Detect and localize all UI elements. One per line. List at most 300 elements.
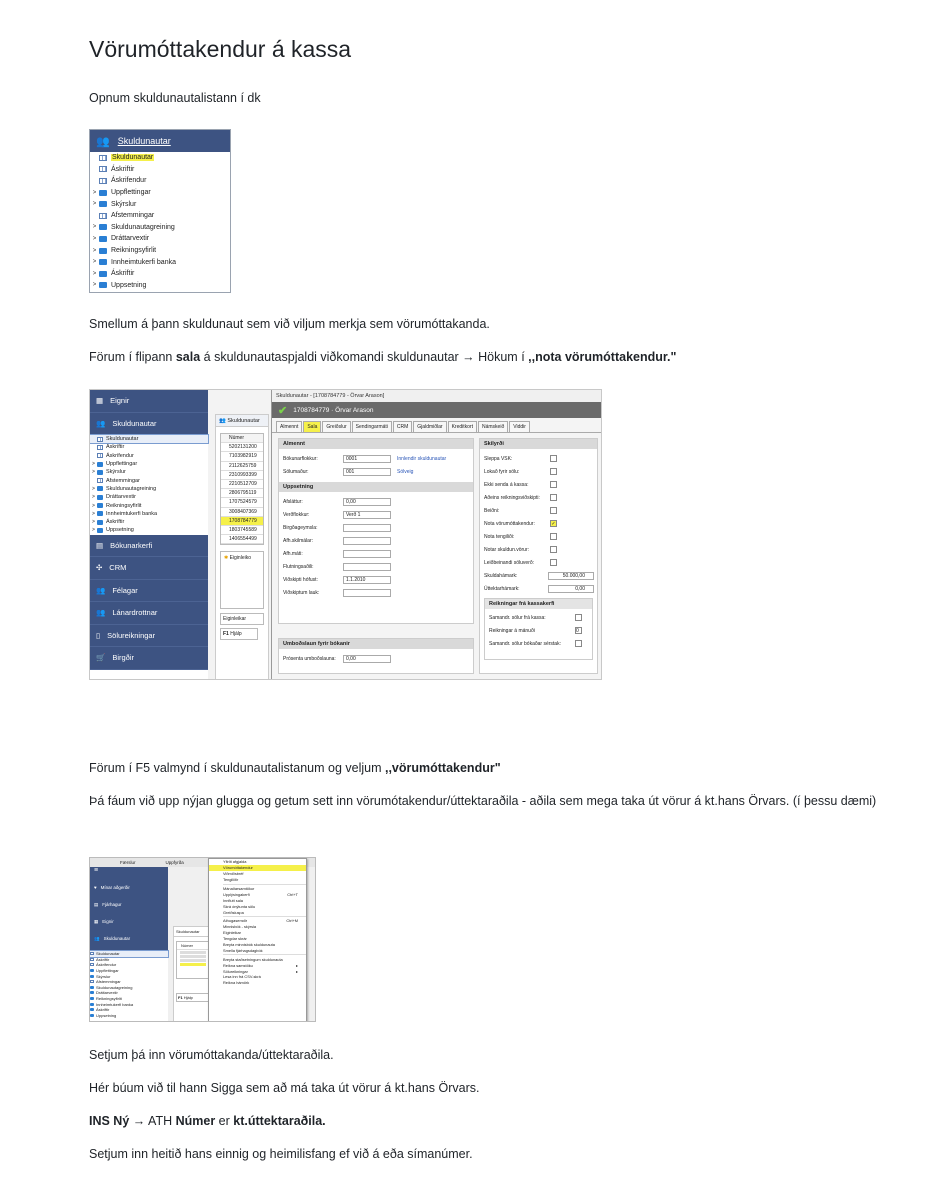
- tree-item-label: Uppflettingar: [106, 461, 138, 468]
- nav-item-label: Lánardrottnar: [112, 608, 158, 618]
- folder-icon: [97, 511, 103, 516]
- field-input[interactable]: 0,00: [343, 655, 391, 663]
- checkbox[interactable]: [575, 640, 582, 647]
- pos-invoices-box: [484, 598, 593, 660]
- tree-item-label: Uppsetning: [96, 1012, 117, 1018]
- table-icon: [97, 437, 103, 442]
- checkbox[interactable]: [550, 494, 557, 501]
- folder-icon: [99, 259, 107, 265]
- table-row[interactable]: 1406554499: [221, 535, 263, 544]
- field-label: Afh.máti:: [283, 550, 303, 557]
- screenshot-customer-card: [89, 389, 602, 680]
- customer-banner: ✔ 1708784779 · Örvar Arason: [272, 402, 602, 418]
- folder-icon: [90, 969, 94, 972]
- menu-item-shortcut: Ctrl+T: [287, 891, 298, 897]
- tree-item-label: Skuldunautar: [106, 436, 139, 443]
- field-input[interactable]: 1.1.2010: [343, 576, 391, 584]
- screenshot-f5-menu: [89, 857, 316, 1022]
- nav-item-label: Sölureikningar: [107, 630, 156, 640]
- form-row: [279, 508, 473, 521]
- table-row[interactable]: 2210512709: [221, 480, 263, 489]
- tree-item[interactable]: [90, 1013, 168, 1019]
- folder-icon: [97, 503, 103, 508]
- invoice-icon: ▯: [96, 630, 101, 640]
- table-row[interactable]: 1803745589: [221, 526, 263, 535]
- chevron-right-icon[interactable]: >: [92, 189, 97, 196]
- table-icon: [99, 178, 107, 184]
- tab-8[interactable]: Viddir: [509, 421, 530, 432]
- help-button[interactable]: F1 Hjálp: [176, 993, 210, 1002]
- menu-item-shortcut: Ctrl+M: [286, 918, 298, 924]
- heart-icon: ♥: [94, 885, 97, 890]
- section-header-setup: Uppsetning: [279, 482, 473, 492]
- building-icon: ▦: [94, 918, 99, 924]
- skuldunautar-tree: [90, 152, 230, 291]
- tree-item[interactable]: [90, 510, 208, 518]
- nav-item[interactable]: [90, 913, 168, 930]
- nav-item[interactable]: [90, 535, 208, 558]
- tree-item[interactable]: [90, 443, 208, 451]
- checkbox-row: [480, 517, 597, 530]
- chevron-right-icon[interactable]: >: [92, 235, 97, 242]
- menu-separator: [223, 954, 306, 955]
- menu-item-label: Mánaðarsamtökur: [223, 886, 255, 891]
- tree-item[interactable]: [90, 187, 230, 199]
- main-navigation: [90, 390, 208, 680]
- table-row[interactable]: 7103982919: [221, 452, 263, 461]
- tree-item-label: Áskriftir: [111, 270, 135, 278]
- tree-item[interactable]: [90, 501, 208, 509]
- tree-item-label: Skuldunautagreining: [106, 485, 157, 492]
- paragraph-sala-tab: Förum í flipann sala á skuldunautaspjaldi viðkomandi skuldunautar → Hökum í ,,nota vörumóttakendur.": [89, 350, 677, 364]
- checkbox[interactable]: [550, 455, 557, 462]
- main-navigation: [90, 867, 168, 1022]
- checkbox-label: Leiðbeinandi söluverð:: [484, 559, 535, 566]
- menu-item-label: Reikna samstöku: [223, 962, 253, 968]
- folder-icon: [99, 248, 107, 254]
- tree-item-label: Áskrifendur: [111, 177, 147, 185]
- tab-2[interactable]: Greiðslur: [322, 421, 350, 432]
- tree-item[interactable]: [90, 175, 230, 187]
- top-menu-item[interactable]: Uppfyrða: [165, 860, 184, 865]
- tab-3[interactable]: Sendingarmáti: [352, 421, 392, 432]
- checkbox-row: [480, 504, 597, 517]
- paragraph-set-receiver: Setjum þá inn vörumóttakanda/úttektaraðila.: [89, 1048, 334, 1062]
- credit-limit-field[interactable]: 50.000,00: [548, 572, 594, 580]
- checkbox[interactable]: [550, 546, 557, 553]
- tree-item-label: Skuldunautagreining: [111, 223, 175, 231]
- checkbox-row: [480, 491, 597, 504]
- tree-item-label: Reikningsyfirlit: [106, 502, 142, 509]
- table-icon: [90, 980, 94, 983]
- withdraw-limit-row: Úttektarhámark: 0,00: [480, 582, 597, 595]
- pos-invoices-header: Reikningar frá kassakerfi: [485, 599, 592, 609]
- chevron-right-icon[interactable]: >: [92, 259, 97, 266]
- table-row[interactable]: 2112625759: [221, 462, 263, 471]
- field-label: Afh.skilmálar:: [283, 537, 314, 544]
- tree-item-label: Uppflettingar: [96, 968, 119, 974]
- table-icon: [90, 952, 94, 955]
- checkbox-row: [480, 465, 597, 478]
- paragraph-enter-name: Setjum inn heitið hans einnig og heimilisfang ef við á eða símanúmer.: [89, 1147, 473, 1161]
- folder-icon: [90, 997, 94, 1000]
- nav-item-label: CRM: [109, 563, 127, 573]
- tree-item[interactable]: [90, 485, 208, 493]
- tab-0[interactable]: Almennt: [276, 421, 302, 432]
- number-column-header[interactable]: Númer: [221, 434, 263, 443]
- tree-item-label: Áskriftir: [96, 956, 110, 962]
- checkbox-label: Reikningar á mánuði: [489, 627, 535, 634]
- list-header: 👥 Skuldunautar: [216, 415, 268, 427]
- tree-item[interactable]: [90, 493, 208, 501]
- menu-item[interactable]: [209, 980, 306, 986]
- tree-item[interactable]: [90, 280, 230, 292]
- nav-item-label: Eignir: [102, 919, 114, 924]
- field-input[interactable]: [343, 589, 391, 597]
- menu-item-label: Vörumóttakendur: [223, 865, 253, 871]
- tree-item[interactable]: [90, 460, 208, 468]
- chevron-right-icon[interactable]: >: [92, 469, 95, 476]
- menu-item-label: Greiðsluspa: [223, 909, 244, 915]
- checkbox[interactable]: ✓: [551, 521, 556, 527]
- menu-separator: [223, 884, 306, 885]
- chevron-right-icon[interactable]: >: [92, 527, 95, 534]
- field-label: Birgðageymsla:: [283, 524, 318, 531]
- skuldunautar-header[interactable]: 👥 Skuldunautar: [90, 130, 230, 152]
- checkbox-label: Nota tengiliði:: [484, 533, 515, 540]
- table-row[interactable]: 1708784779: [221, 517, 263, 526]
- tree-item-label: Reikningsyfirlit: [111, 247, 157, 255]
- menu-item-label: Tengdar skrár: [223, 936, 247, 942]
- tree-item-label: Uppsetning: [111, 281, 147, 289]
- checkbox-label: Samandr. sölur frá kassa:: [489, 614, 546, 621]
- form-row: [279, 465, 473, 478]
- form-row: [279, 547, 473, 560]
- menu-item-label: Breyta staðsetningum skuldunauta: [223, 956, 283, 962]
- paragraph-new-window: Þá fáum við upp nýjan glugga og getum sett inn vörumótakendur/úttektaraðila - aðila sem mega taka út vörur á kt.hans Örvars. (í þessu dæmi): [89, 794, 877, 808]
- nav-item-label: Bókunarkerfi: [110, 540, 153, 550]
- number-column-header[interactable]: Númer: [177, 942, 209, 950]
- menu-item-shortcut: ▸: [296, 962, 298, 968]
- folder-icon: [97, 528, 103, 533]
- menu-item-label: Viðmiðsbréf: [223, 871, 244, 877]
- customer-list-pane: [173, 926, 213, 1022]
- top-menu-item[interactable]: Færslur: [120, 860, 136, 865]
- people-icon: 👥: [94, 935, 100, 941]
- form-row: [279, 521, 473, 534]
- withdraw-limit-field[interactable]: 0,00: [548, 585, 594, 593]
- tree-item[interactable]: [90, 526, 208, 534]
- checkbox-label: Samandr. sölur bókaðar sérstak:: [489, 640, 561, 647]
- section-header-general: Almennt: [279, 439, 473, 449]
- nav-item-label: Mínar aðgerðir: [100, 885, 130, 890]
- menu-item-label: Skrá ónýtunta sölu: [223, 903, 256, 909]
- menu-item-label: Yfirlit afgjalda: [223, 859, 247, 865]
- tree-item[interactable]: [90, 268, 230, 280]
- tab-5[interactable]: Gjaldmiðlar: [413, 421, 446, 432]
- chevron-right-icon[interactable]: >: [92, 224, 97, 231]
- folder-icon: [99, 190, 107, 196]
- chevron-right-icon[interactable]: >: [92, 494, 95, 501]
- form-row: [279, 586, 473, 599]
- page-title: Vörumóttakendur á kassa: [89, 36, 352, 62]
- customer-window: [271, 390, 602, 680]
- tree-item[interactable]: [90, 256, 230, 268]
- properties-box: ✱ Eiginleiko: [220, 551, 264, 609]
- card-tabs: [272, 418, 602, 433]
- window-title: Skuldunautar - [1708784779 - Örvar Arason]: [272, 390, 602, 402]
- tree-item[interactable]: [90, 435, 208, 443]
- checkbox[interactable]: 0: [575, 627, 582, 634]
- cart-icon: 🛒: [96, 653, 106, 663]
- field-input[interactable]: [343, 563, 391, 571]
- tree-item-label: Afstemmingar: [96, 979, 121, 985]
- table-icon: [97, 478, 103, 483]
- field-label: Viðskipti hófust:: [283, 576, 318, 583]
- star-icon: ✱: [224, 555, 230, 562]
- tree-item-label: Skuldunautagreining: [96, 984, 133, 990]
- nav-item-label: Fjárhagur: [102, 902, 122, 907]
- chevron-right-icon[interactable]: >: [92, 510, 95, 517]
- checkbox[interactable]: [575, 614, 582, 621]
- folder-icon: [90, 1014, 94, 1017]
- checkbox-row: [485, 611, 592, 624]
- hamburger-icon[interactable]: ≡: [94, 867, 99, 874]
- table-row[interactable]: 2806795119: [221, 489, 263, 498]
- tree-item-label: Uppsetning: [106, 527, 134, 534]
- tree-item-label: Skýrslur: [111, 200, 137, 208]
- form-row: [279, 560, 473, 573]
- tree-item-label: Dráttarvextir: [111, 235, 150, 243]
- chevron-right-icon[interactable]: >: [92, 247, 97, 254]
- menu-item-label: Athugasemdir: [223, 918, 248, 924]
- paragraph-open-list: Opnum skuldunautalistann í dk: [89, 91, 261, 105]
- field-label: Sölumaður:: [283, 468, 309, 475]
- people-icon: 👥: [219, 417, 228, 424]
- tree-item[interactable]: [90, 164, 230, 176]
- chevron-right-icon[interactable]: >: [92, 461, 95, 468]
- field-input[interactable]: 001: [343, 468, 391, 476]
- chevron-right-icon[interactable]: >: [92, 282, 97, 289]
- tree-item-label: Áskriftir: [106, 519, 125, 526]
- folder-icon: [99, 282, 107, 288]
- nav-item[interactable]: [90, 896, 168, 913]
- paragraph-ins-new: INS Ný → ATH Númer er kt.úttektaraðila.: [89, 1114, 326, 1128]
- checkbox-row: [480, 452, 597, 465]
- folder-icon: [90, 986, 94, 989]
- checkbox-row: [485, 637, 592, 650]
- tree-item-label: Skýrslur: [106, 469, 126, 476]
- menu-item[interactable]: [209, 947, 306, 953]
- section-header-conditions: Skilyrði: [480, 439, 597, 449]
- chevron-right-icon[interactable]: >: [92, 519, 95, 526]
- folder-icon: [97, 520, 103, 525]
- table-row[interactable]: 3008407369: [221, 508, 263, 517]
- tree-item[interactable]: [90, 222, 230, 234]
- field-input[interactable]: [343, 550, 391, 558]
- commission-panel: [278, 638, 474, 674]
- screenshot-skuldunautar-menu: [89, 129, 231, 293]
- table-row[interactable]: 2310993399: [221, 471, 263, 480]
- field-input[interactable]: Verð 1: [343, 511, 391, 519]
- tab-7[interactable]: Námskeið: [478, 421, 508, 432]
- form-row: [279, 495, 473, 508]
- list-header: Skuldunautar: [174, 927, 212, 937]
- table-row[interactable]: 1707524579: [221, 498, 263, 507]
- tab-6[interactable]: Kreditkort: [448, 421, 477, 432]
- table-row[interactable]: 5202131200: [221, 443, 263, 452]
- help-button[interactable]: F1 Hjálp: [220, 628, 258, 640]
- nav-item[interactable]: [90, 413, 208, 436]
- checkbox-label: Beiðni:: [484, 507, 500, 514]
- tree-item-label: Reikningsyfirlit: [96, 996, 122, 1002]
- tree-item[interactable]: [90, 476, 208, 484]
- tree-item-label: Innheimtukerfi banka: [111, 258, 176, 266]
- table-icon: [97, 445, 103, 450]
- tree-item-label: Áskriftir: [106, 444, 125, 451]
- folder-icon: [99, 236, 107, 242]
- folder-icon: [90, 1003, 94, 1006]
- checkbox-label: Sleppa VSK:: [484, 455, 513, 462]
- tree-item-label: Skuldunautar: [112, 154, 154, 162]
- field-input[interactable]: [343, 524, 391, 532]
- menu-item[interactable]: [209, 909, 306, 915]
- checkbox[interactable]: [550, 533, 557, 540]
- checkbox-row: [480, 543, 597, 556]
- nav-item-label: Birgðir: [112, 653, 135, 663]
- tree-item-label: Innheimtukerfi banka: [96, 1001, 134, 1007]
- checkbox[interactable]: [550, 468, 557, 475]
- folder-icon: [99, 224, 107, 230]
- checkbox[interactable]: [550, 559, 557, 566]
- tree-item[interactable]: [90, 452, 208, 460]
- form-row: [279, 573, 473, 586]
- nav-item[interactable]: [90, 930, 168, 947]
- field-label: Afsláttur:: [283, 498, 303, 505]
- field-link[interactable]: Innlendir skuldunautar: [397, 455, 447, 462]
- tree-item-label: Áskriftir: [96, 1007, 110, 1013]
- folder-icon: [97, 486, 103, 491]
- chevron-right-icon[interactable]: >: [92, 201, 97, 208]
- field-input[interactable]: 0,00: [343, 498, 391, 506]
- form-row: [279, 534, 473, 547]
- nav-item[interactable]: [90, 390, 208, 413]
- field-label: Viðskiptum lauk:: [283, 589, 320, 596]
- conditions-panel: [479, 438, 598, 674]
- members-icon: 👥: [96, 585, 106, 595]
- table-icon: [99, 155, 107, 161]
- form-row: [279, 652, 473, 665]
- checkbox-row: [480, 530, 597, 543]
- menu-item-label: Upplýsingakerfi: [223, 891, 250, 897]
- paragraph-f5-menu: Förum í F5 valmynd í skuldunautalistanum og veljum ,,vörumóttakendur": [89, 761, 501, 775]
- table-icon: [90, 958, 94, 961]
- tree-item[interactable]: [90, 233, 230, 245]
- tree-item-label: Áskrifendur: [106, 452, 134, 459]
- menu-separator: [223, 916, 306, 917]
- people-icon: 👥: [96, 135, 110, 148]
- tree-item[interactable]: [90, 210, 230, 222]
- folder-icon: [99, 271, 107, 277]
- navigation-tree: [90, 435, 208, 535]
- checkbox[interactable]: [550, 507, 557, 514]
- nav-item[interactable]: [90, 602, 208, 625]
- nav-item[interactable]: [90, 647, 208, 670]
- table-icon: [90, 963, 94, 966]
- nav-item-label: Eignir: [110, 396, 130, 406]
- field-label: Bókunarflokkur:: [283, 455, 318, 462]
- properties-tab[interactable]: Eiginleikar: [220, 613, 264, 625]
- tab-4[interactable]: CRM: [393, 421, 412, 432]
- nav-item-label: Félagar: [112, 585, 138, 595]
- paragraph-click-customer: Smellum á þann skuldunaut sem við viljum merkja sem vörumóttakanda.: [89, 317, 490, 331]
- customer-list-pane: [215, 414, 269, 680]
- tab-1[interactable]: Sala: [303, 421, 321, 432]
- checkmark-icon: ✔: [278, 404, 288, 417]
- menu-item-label: Lesa inn frá CSV-skrá: [223, 974, 261, 980]
- navigation-tree: [90, 951, 168, 1022]
- left-settings-panel: [278, 438, 474, 624]
- field-input[interactable]: [343, 537, 391, 545]
- nav-item-label: Skuldunautar: [103, 936, 131, 941]
- field-label: Prósenta umboðslauna:: [283, 655, 336, 662]
- menu-item-label: Minnisbók - skýrsla: [223, 924, 257, 930]
- folder-icon: [90, 975, 94, 978]
- folder-icon: [90, 1008, 94, 1011]
- calendar-icon: ▤: [96, 540, 104, 550]
- menu-item-label: Eiginleikar: [223, 930, 241, 936]
- nav-item[interactable]: [90, 557, 208, 580]
- tree-item[interactable]: [90, 198, 230, 210]
- menu-item-label: Smella fjárhagsdagbók: [223, 947, 263, 953]
- f5-context-menu: [208, 858, 307, 1022]
- nav-item[interactable]: [90, 879, 168, 896]
- creditors-icon: 👥: [96, 608, 106, 618]
- nav-item[interactable]: [90, 580, 208, 603]
- chevron-right-icon[interactable]: >: [92, 502, 95, 509]
- checkbox-label: Aðeins reikningsviðskipti:: [484, 494, 540, 501]
- tree-item[interactable]: [90, 152, 230, 164]
- menu-item-label: Innflutt sala: [223, 897, 243, 903]
- people-icon: 👥: [96, 418, 106, 428]
- customer-number-table: [220, 433, 264, 545]
- table-icon: [99, 213, 107, 219]
- table-icon: [97, 453, 103, 458]
- tree-item[interactable]: [90, 245, 230, 257]
- tree-item-label: Skuldunautar: [96, 951, 120, 957]
- field-input[interactable]: 0001: [343, 455, 391, 463]
- menu-item[interactable]: [209, 877, 306, 883]
- menu-item-label: Sölureikningar: [223, 968, 248, 974]
- chevron-right-icon[interactable]: >: [92, 270, 97, 277]
- tree-item[interactable]: [90, 468, 208, 476]
- ledger-icon: ▤: [94, 901, 99, 907]
- menu-item-label: Tengiliðir: [223, 877, 239, 883]
- checkbox[interactable]: [550, 481, 557, 488]
- nav-item[interactable]: [90, 625, 208, 648]
- form-row: [279, 452, 473, 465]
- tree-item-label: Dráttarvextir: [106, 494, 136, 501]
- tree-item-label: Dráttarvextir: [96, 990, 118, 996]
- tree-item[interactable]: [90, 518, 208, 526]
- field-label: Verðflokkur:: [283, 511, 310, 518]
- tree-item-label: Áskrifendur: [96, 962, 117, 968]
- crm-icon: ✣: [96, 563, 103, 573]
- menu-item-label: Reikna hámörk: [223, 980, 250, 986]
- chevron-right-icon[interactable]: >: [92, 485, 95, 492]
- checkbox-label: Nota vörumóttakendur:: [484, 520, 535, 527]
- field-link[interactable]: Sólveig: [397, 468, 414, 475]
